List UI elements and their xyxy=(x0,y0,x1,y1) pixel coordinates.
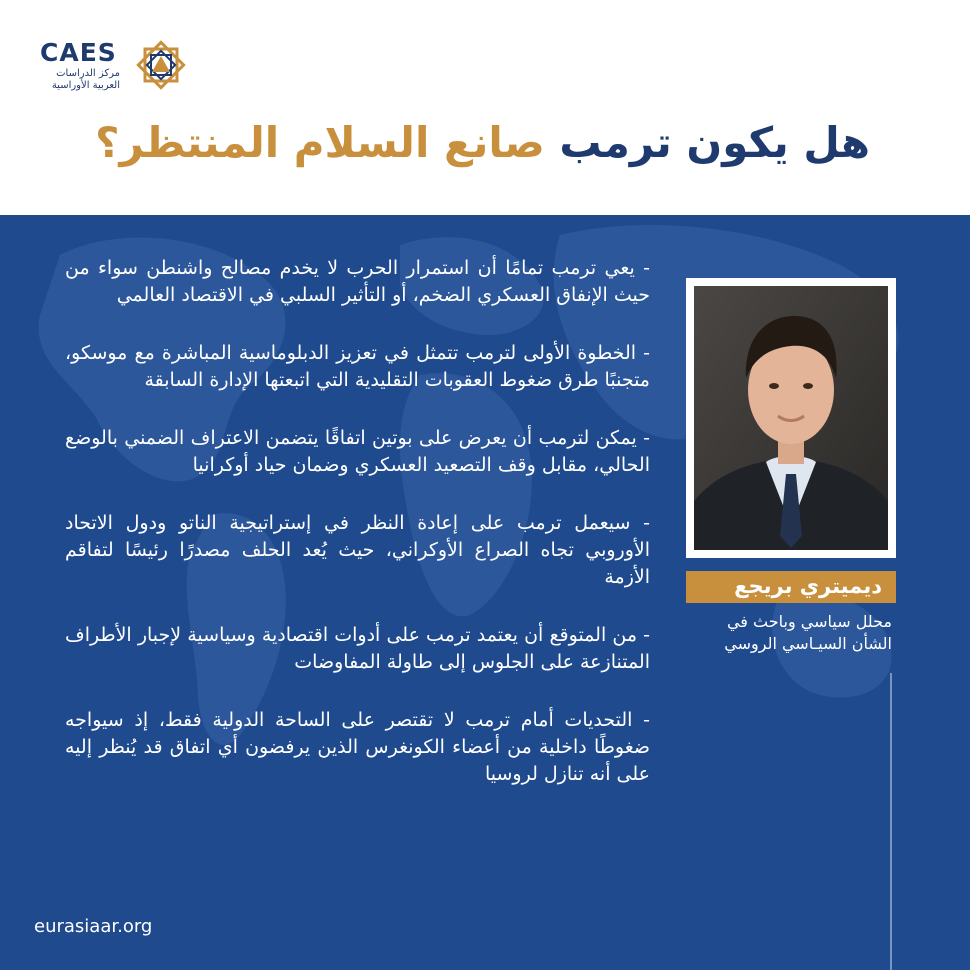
caes-logo xyxy=(40,38,200,98)
logo-arabic-line-2: العربية الأوراسية xyxy=(51,80,120,91)
bullet-item: - من المتوقع أن يعتمد ترمب على أدوات اقتصادية وسياسية لإجبار الأطراف المتنازعة على الجلوس إلى طاولة المفاوضات xyxy=(65,624,650,673)
logo-wordmark: CAES xyxy=(40,38,117,67)
person-role-line-2: الشأن السيـاسي الروسي xyxy=(724,634,892,653)
bullet-item: - التحديات أمام ترمب لا تقتصر على الساحة الدولية فقط، إذ سيواجه ضغوطًا داخلية من أعضاء الكونغرس الذين يرفضون أي اتفاق قد يُنظر إليه على أنه تنازل لروسيا xyxy=(65,709,650,785)
bullet-item: - يعي ترمب تمامًا أن استمرار الحرب لا يخدم مصالح واشنطن سواء من حيث الإنفاق العسكري الضخم، أو التأثير السلبي في الاقتصاد العالمي xyxy=(65,257,650,306)
person-name: ديميتري بريجع xyxy=(734,574,882,598)
bullet-item: - يمكن لترمب أن يعرض على بوتين اتفاقًا يتضمن الاعتراف الضمني بالوضع الحالي، مقابل وقف التصعيد العسكري وضمان حياد أوكرانيا xyxy=(65,427,650,476)
person-portrait xyxy=(694,286,888,550)
bullet-item: - الخطوة الأولى لترمب تتمثل في تعزيز الدبلوماسية المباشرة مع موسكو، متجنبًا طرق ضغوط العقوبات التقليدية التي اتبعتها الإدارة السابقة xyxy=(65,342,650,391)
eight-point-star-icon xyxy=(130,34,192,96)
title-part-2: صانع السلام المنتظر؟ xyxy=(95,118,545,167)
bullet-list xyxy=(65,255,650,819)
title-part-1: هل يكون ترمب xyxy=(559,118,870,167)
page-title xyxy=(95,118,870,167)
content-panel xyxy=(0,215,970,970)
person-name-bar xyxy=(686,571,896,603)
header xyxy=(0,0,970,215)
logo-arabic-line-1: مركز الدراسات xyxy=(56,68,120,79)
person-role-line-1: محلل سياسي وباحث في xyxy=(726,612,892,631)
logo-arabic-name xyxy=(40,68,120,92)
bullet-item: - سيعمل ترمب على إعادة النظر في إستراتيجية الناتو ودول الاتحاد الأوروبي تجاه الصراع الأوكراني، حيث يُعد الحلف مصدرًا رئيسًا لتفاقم الأزمة xyxy=(65,512,650,588)
vertical-divider xyxy=(890,673,892,970)
person-role xyxy=(686,611,892,655)
website-url[interactable]: eurasiaar.org xyxy=(34,916,153,937)
